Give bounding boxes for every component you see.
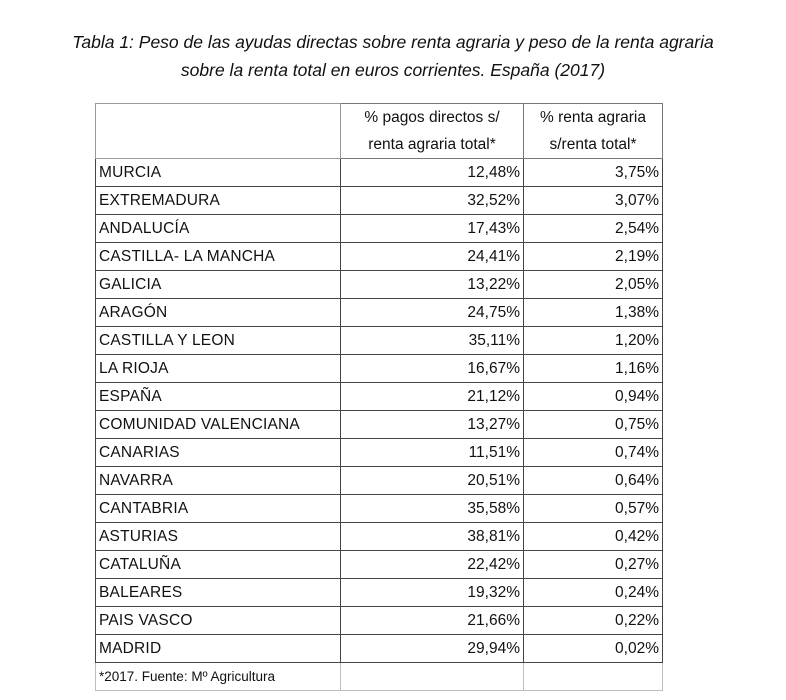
renta-agraria-cell: 0,64%: [524, 467, 663, 495]
table-footer: [96, 663, 663, 691]
region-cell: EXTREMADURA: [96, 187, 341, 215]
pagos-directos-cell: 12,48%: [341, 159, 524, 187]
pagos-directos-cell: 19,32%: [341, 579, 524, 607]
data-table: [95, 103, 663, 691]
renta-agraria-cell: 0,02%: [524, 635, 663, 663]
pagos-directos-cell: 13,22%: [341, 271, 524, 299]
table-row: [96, 635, 663, 663]
region-cell: GALICIA: [96, 271, 341, 299]
header-row-2: [96, 131, 663, 159]
table-row: [96, 159, 663, 187]
table-row: [96, 607, 663, 635]
region-cell: CASTILLA- LA MANCHA: [96, 243, 341, 271]
region-cell: NAVARRA: [96, 467, 341, 495]
table-row: [96, 355, 663, 383]
pagos-directos-cell: 24,75%: [341, 299, 524, 327]
pagos-directos-cell: 35,11%: [341, 327, 524, 355]
table-row: [96, 551, 663, 579]
table-row: [96, 187, 663, 215]
pagos-directos-cell: 24,41%: [341, 243, 524, 271]
table-header: [96, 104, 663, 159]
table-row: [96, 579, 663, 607]
region-cell: COMUNIDAD VALENCIANA: [96, 411, 341, 439]
pagos-directos-cell: 16,67%: [341, 355, 524, 383]
region-cell: CANTABRIA: [96, 495, 341, 523]
header-blank-cell: [96, 131, 341, 159]
footnote-empty-cell: [524, 663, 663, 691]
caption-line-2: sobre la renta total en euros corrientes. España (2017): [180, 60, 606, 80]
table-row: [96, 383, 663, 411]
renta-agraria-cell: 0,74%: [524, 439, 663, 467]
renta-agraria-cell: 0,57%: [524, 495, 663, 523]
region-cell: ANDALUCÍA: [96, 215, 341, 243]
region-cell: ARAGÓN: [96, 299, 341, 327]
header-renta-line-2: s/renta total*: [524, 131, 663, 159]
renta-agraria-cell: 2,05%: [524, 271, 663, 299]
header-pagos-line-1: % pagos directos s/: [341, 104, 524, 132]
pagos-directos-cell: 32,52%: [341, 187, 524, 215]
renta-agraria-cell: 1,38%: [524, 299, 663, 327]
table-row: [96, 243, 663, 271]
table-row: [96, 495, 663, 523]
region-cell: CATALUÑA: [96, 551, 341, 579]
region-cell: LA RIOJA: [96, 355, 341, 383]
table-row: [96, 439, 663, 467]
pagos-directos-cell: 21,12%: [341, 383, 524, 411]
header-blank-cell: [96, 104, 341, 132]
renta-agraria-cell: 0,94%: [524, 383, 663, 411]
region-cell: CASTILLA Y LEON: [96, 327, 341, 355]
caption-line-1: Tabla 1: Peso de las ayudas directas sobre renta agraria y peso de la renta agraria: [72, 32, 714, 52]
table-row: [96, 271, 663, 299]
table-row: [96, 411, 663, 439]
renta-agraria-cell: 3,07%: [524, 187, 663, 215]
pagos-directos-cell: 29,94%: [341, 635, 524, 663]
footnote-empty-cell: [341, 663, 524, 691]
header-pagos-line-2: renta agraria total*: [341, 131, 524, 159]
region-cell: ESPAÑA: [96, 383, 341, 411]
pagos-directos-cell: 21,66%: [341, 607, 524, 635]
region-cell: PAIS VASCO: [96, 607, 341, 635]
table-caption: [0, 28, 786, 84]
header-row-1: [96, 104, 663, 132]
renta-agraria-cell: 0,27%: [524, 551, 663, 579]
table-row: [96, 215, 663, 243]
table-body: [96, 159, 663, 663]
region-cell: CANARIAS: [96, 439, 341, 467]
renta-agraria-cell: 2,54%: [524, 215, 663, 243]
renta-agraria-cell: 0,75%: [524, 411, 663, 439]
renta-agraria-cell: 1,20%: [524, 327, 663, 355]
pagos-directos-cell: 35,58%: [341, 495, 524, 523]
region-cell: ASTURIAS: [96, 523, 341, 551]
pagos-directos-cell: 13,27%: [341, 411, 524, 439]
renta-agraria-cell: 0,42%: [524, 523, 663, 551]
table-row: [96, 327, 663, 355]
pagos-directos-cell: 38,81%: [341, 523, 524, 551]
table-row: [96, 523, 663, 551]
table-row: [96, 299, 663, 327]
renta-agraria-cell: 1,16%: [524, 355, 663, 383]
renta-agraria-cell: 3,75%: [524, 159, 663, 187]
pagos-directos-cell: 22,42%: [341, 551, 524, 579]
renta-agraria-cell: 2,19%: [524, 243, 663, 271]
pagos-directos-cell: 11,51%: [341, 439, 524, 467]
region-cell: BALEARES: [96, 579, 341, 607]
renta-agraria-cell: 0,24%: [524, 579, 663, 607]
pagos-directos-cell: 20,51%: [341, 467, 524, 495]
footnote: *2017. Fuente: Mº Agricultura: [96, 663, 341, 691]
pagos-directos-cell: 17,43%: [341, 215, 524, 243]
table-row: [96, 467, 663, 495]
region-cell: MADRID: [96, 635, 341, 663]
region-cell: MURCIA: [96, 159, 341, 187]
header-renta-line-1: % renta agraria: [524, 104, 663, 132]
footnote-row: [96, 663, 663, 691]
renta-agraria-cell: 0,22%: [524, 607, 663, 635]
